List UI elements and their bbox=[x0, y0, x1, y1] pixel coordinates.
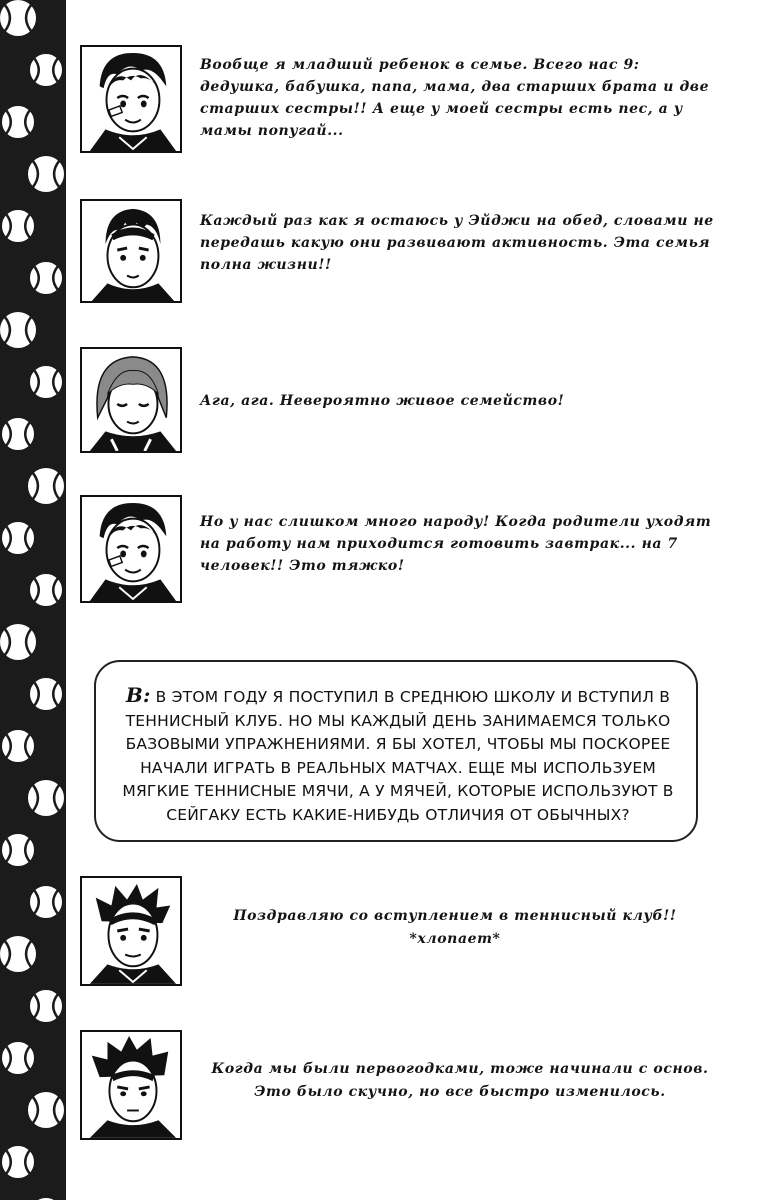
tennis-ball-icon bbox=[1, 1041, 35, 1075]
tennis-ball-icon bbox=[0, 935, 37, 973]
tennis-ball-icon bbox=[1, 209, 35, 243]
dialogue-line-2: Каждый раз как я остаюсь у Эйджи на обед, словами не передашь какую они развивают активность. Эта семья полна жизни!! bbox=[200, 213, 714, 273]
tennis-ball-icon bbox=[1, 521, 35, 555]
tennis-ball-icon bbox=[27, 779, 65, 817]
face-icon bbox=[82, 201, 180, 301]
face-icon bbox=[82, 47, 180, 151]
dialogue-line-3: Ага, ага. Невероятно живое семейство! bbox=[200, 393, 565, 409]
portrait-kaido bbox=[80, 1030, 182, 1140]
portrait-oishi bbox=[80, 199, 182, 303]
dialogue-line-1: Вообще я младший ребенок в семье. Всего нас 9: дедушка, бабушка, папа, мама, два старших брата и две старших сестры!! А еще у моей сестры есть пес, а у мамы попугай... bbox=[200, 57, 710, 139]
question-box bbox=[94, 660, 698, 842]
tennis-ball-icon bbox=[29, 53, 63, 87]
tennis-ball-icon bbox=[1, 1145, 35, 1179]
tennis-ball-icon bbox=[1, 729, 35, 763]
face-icon bbox=[82, 349, 180, 451]
tennis-ball-icon bbox=[29, 989, 63, 1023]
answer-line-1a: Поздравляю со вступлением в теннисный клуб!! bbox=[233, 908, 677, 924]
portrait-momoshiro bbox=[80, 876, 182, 986]
question-text-block bbox=[118, 684, 678, 827]
tennis-ball-icon bbox=[0, 623, 37, 661]
face-icon bbox=[82, 878, 180, 984]
tennis-ball-icon bbox=[1, 417, 35, 451]
tennis-ball-pattern bbox=[0, 0, 66, 1200]
tennis-ball-icon bbox=[29, 573, 63, 607]
tennis-ball-icon bbox=[29, 885, 63, 919]
face-icon bbox=[82, 497, 180, 601]
tennis-ball-icon bbox=[29, 677, 63, 711]
tennis-ball-icon bbox=[0, 311, 37, 349]
question-marker: В: bbox=[125, 683, 151, 707]
answer-line-1b: *хлопает* bbox=[409, 931, 501, 947]
dialogue-line-4: Но у нас слишком много народу! Когда родители уходят на работу нам приходится готовить завтрак... на 7 человек!! Это тяжко! bbox=[200, 514, 712, 574]
answer-line-2a: Когда мы были первогодками, тоже начинали с основ. bbox=[211, 1061, 709, 1077]
tennis-ball-icon bbox=[29, 261, 63, 295]
tennis-ball-icon bbox=[0, 0, 37, 37]
decorative-tennis-ball-strip bbox=[0, 0, 66, 1200]
tennis-ball-icon bbox=[27, 155, 65, 193]
tennis-ball-icon bbox=[1, 105, 35, 139]
portrait-fuji bbox=[80, 347, 182, 453]
face-icon bbox=[82, 1032, 180, 1138]
tennis-ball-icon bbox=[27, 467, 65, 505]
answer-line-2b: Это было скучно, но все быстро изменилось. bbox=[254, 1084, 666, 1100]
question-text: В ЭТОМ ГОДУ Я ПОСТУПИЛ В СРЕДНЮЮ ШКОЛУ И ВСТУПИЛ В ТЕННИСНЫЙ КЛУБ. НО МЫ КАЖДЫЙ ДЕНЬ ЗАНИМАЕМСЯ ТОЛЬКО БАЗОВЫМИ УПРАЖНЕНИЯМИ. Я БЫ ХОТЕЛ, ЧТОБЫ МЫ ПОСКОРЕЕ НАЧАЛИ ИГРАТЬ В РЕАЛЬНЫХ МАТЧАХ. ЕЩЕ МЫ ИСПОЛЬЗУЕМ МЯГКИЕ ТЕННИСНЫЕ МЯЧИ, А У МЯЧЕЙ, КОТОРЫЕ ИСПОЛЬЗУЮТ В СЕЙГАКУ ЕСТЬ КАКИЕ-НИБУДЬ ОТЛИЧИЯ ОТ ОБЫЧНЫХ? bbox=[122, 688, 674, 824]
tennis-ball-icon bbox=[29, 365, 63, 399]
tennis-ball-icon bbox=[1, 833, 35, 867]
tennis-ball-icon bbox=[27, 1091, 65, 1129]
portrait-eiji bbox=[80, 45, 182, 153]
portrait-eiji bbox=[80, 495, 182, 603]
